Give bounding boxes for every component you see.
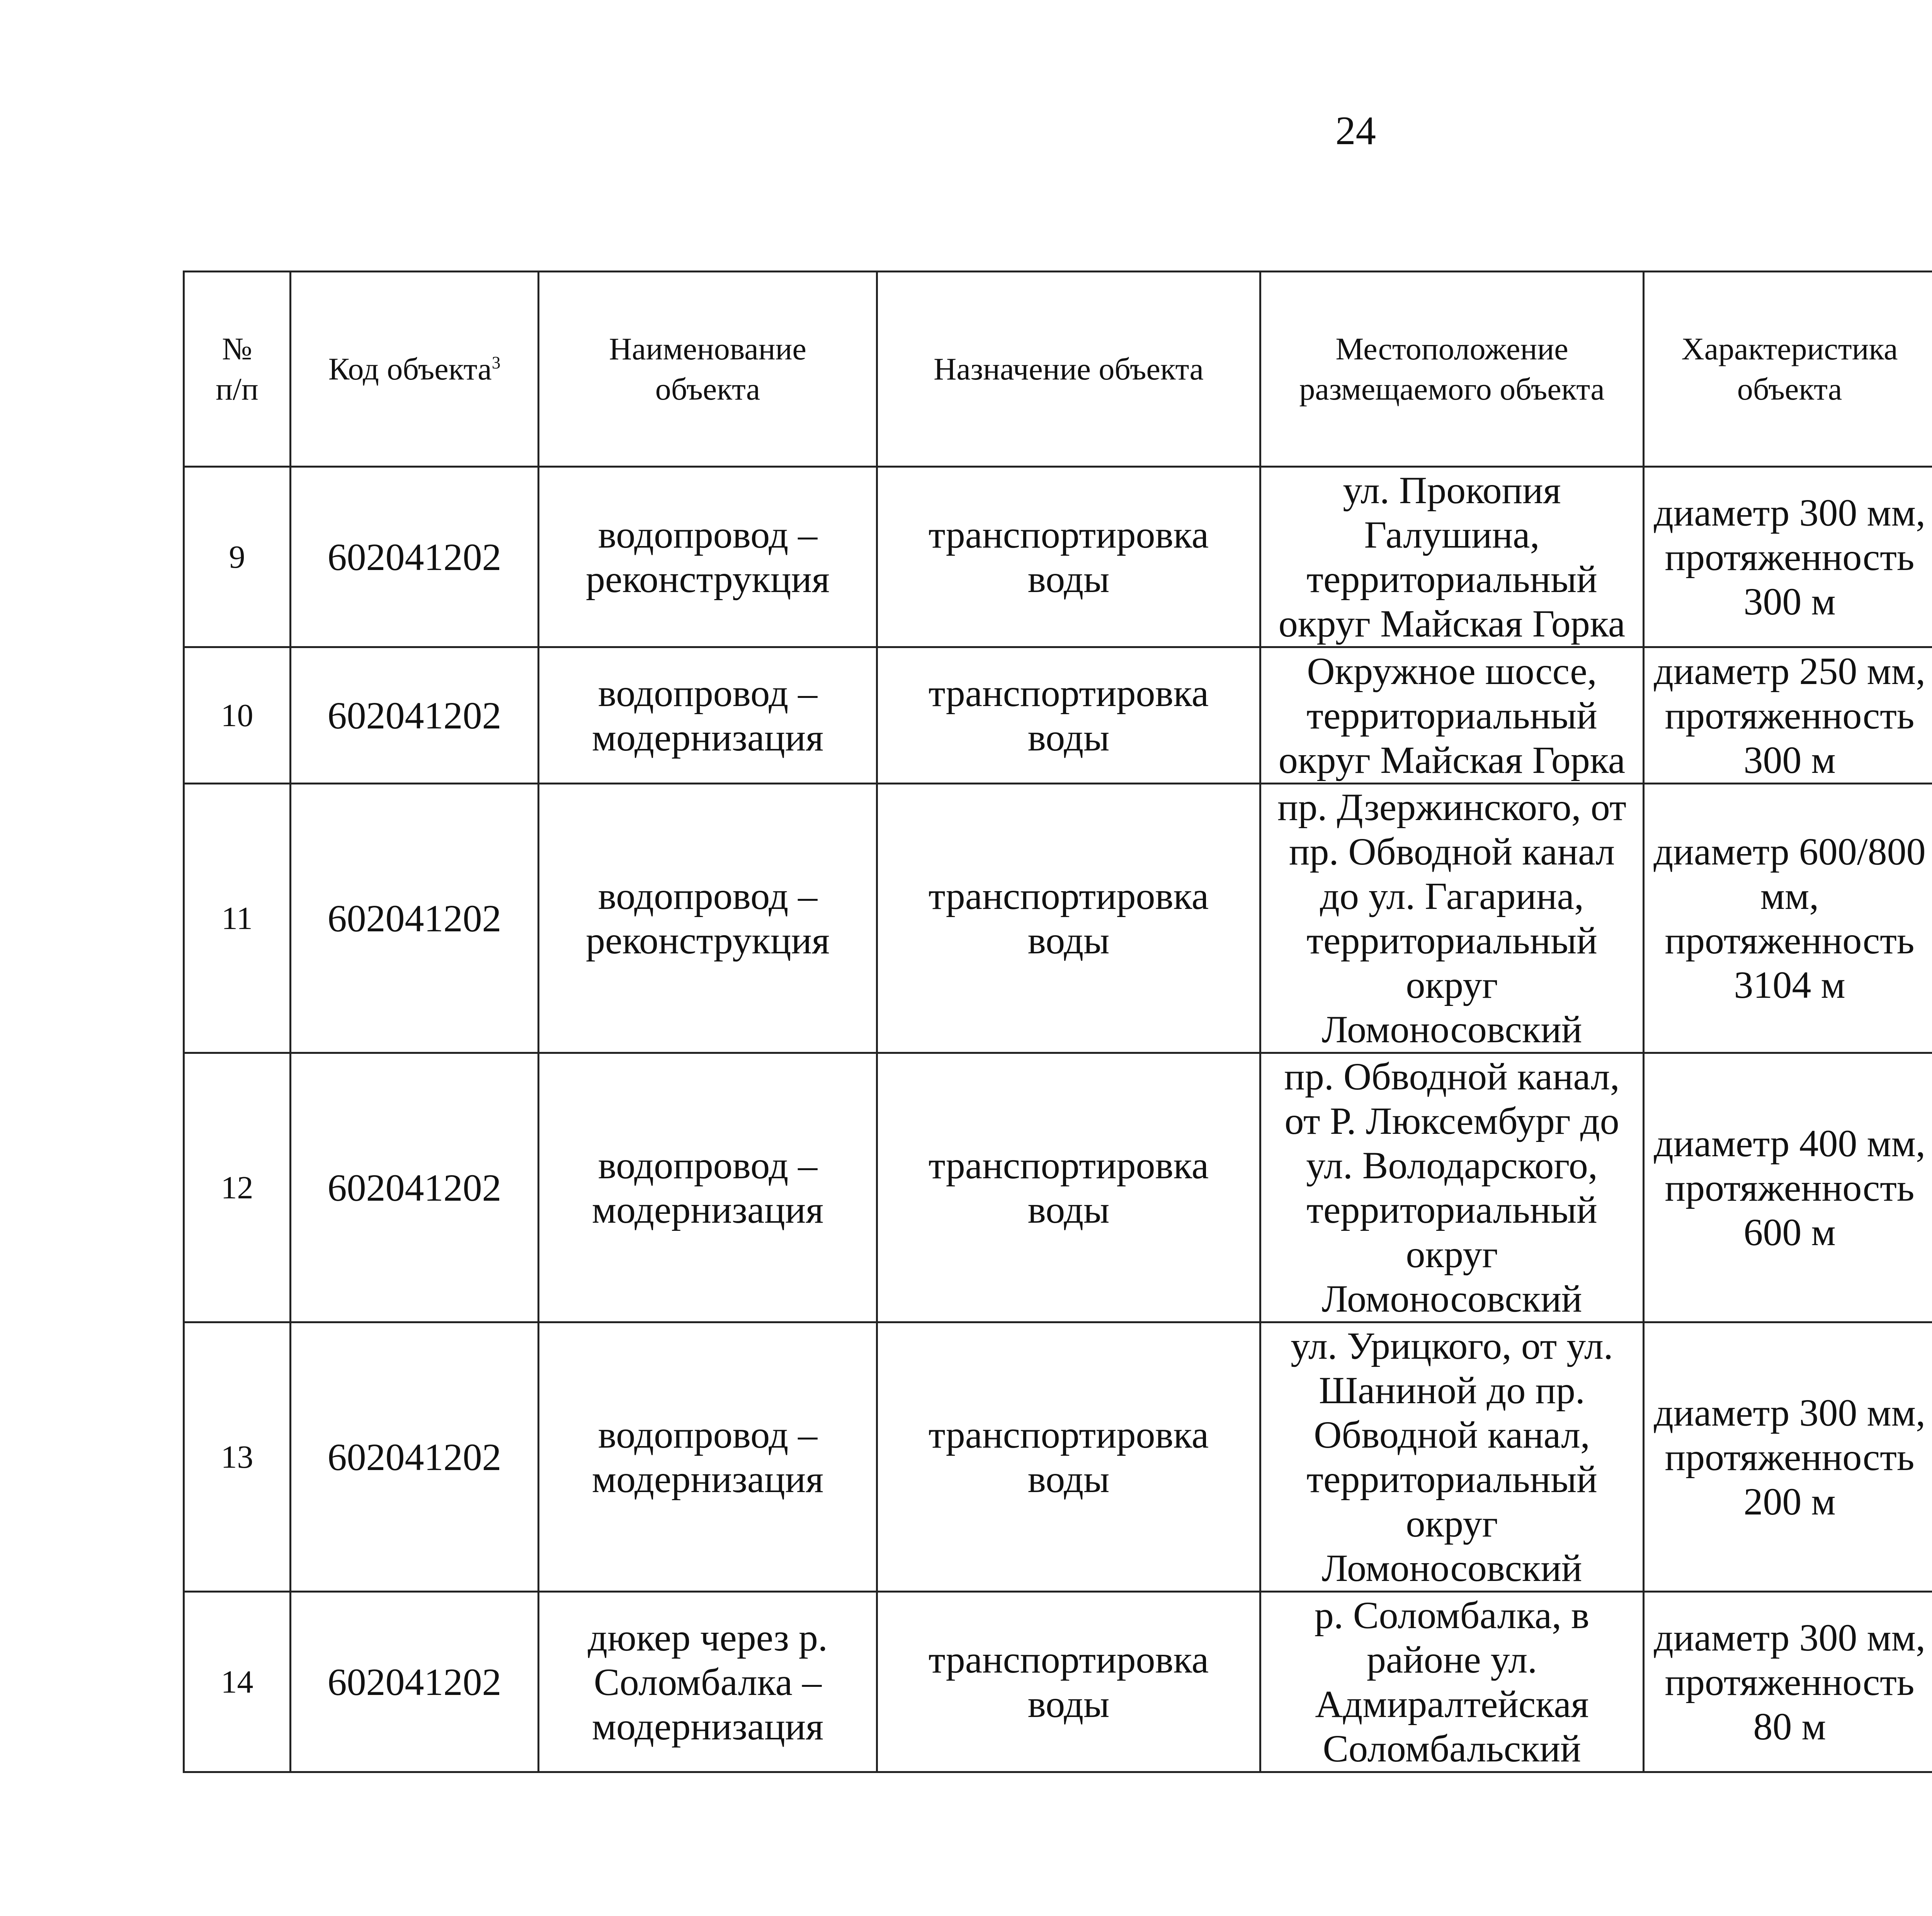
cell-location-line: территориальный xyxy=(1306,694,1597,737)
cell-characteristic-line: диаметр 300 мм, xyxy=(1654,1391,1925,1434)
cell-name-line: реконструкция xyxy=(585,919,830,962)
cell-name-line: водопровод – xyxy=(598,513,818,556)
page-number: 24 xyxy=(1335,108,1376,153)
cell-characteristic-line: протяженность xyxy=(1665,694,1915,737)
cell-characteristic xyxy=(1644,1053,1932,1322)
cell-location-line: округ xyxy=(1406,1233,1498,1276)
cell-characteristic xyxy=(1644,1322,1932,1592)
cell-characteristic-line: 80 м xyxy=(1753,1705,1826,1748)
objects-table xyxy=(183,271,1932,1773)
cell-purpose-line: транспортировка xyxy=(928,513,1209,556)
cell-characteristic xyxy=(1644,467,1932,647)
cell-purpose xyxy=(877,647,1260,784)
cell-location-line: Шаниной до пр. xyxy=(1319,1369,1585,1412)
cell-characteristic-line: протяженность xyxy=(1665,1660,1915,1703)
cell-code: 602041202 xyxy=(291,1322,539,1592)
table-body xyxy=(184,467,1932,1772)
cell-name-line: дюкер через р. xyxy=(588,1616,828,1659)
cell-name-line: модернизация xyxy=(592,716,824,759)
cell-purpose xyxy=(877,1322,1260,1592)
header-code: Код объекта$^3$ xyxy=(291,272,539,467)
cell-location-line: Соломбальский xyxy=(1323,1727,1581,1770)
cell-characteristic-line: протяженность xyxy=(1665,1435,1915,1479)
table-row xyxy=(184,1322,1932,1592)
cell-location xyxy=(1260,1592,1644,1772)
cell-name-line: модернизация xyxy=(592,1188,824,1231)
cell-name-line: Соломбалка – xyxy=(594,1660,822,1703)
cell-location xyxy=(1260,647,1644,784)
cell-characteristic-line: 300 м xyxy=(1743,580,1836,623)
cell-location xyxy=(1260,784,1644,1053)
cell-purpose xyxy=(877,1592,1260,1772)
cell-location-line: округ Майская Горка xyxy=(1278,602,1626,645)
header-name: Наименование объекта xyxy=(539,272,877,467)
cell-name xyxy=(539,647,877,784)
cell-purpose-line: транспортировка xyxy=(928,1144,1209,1187)
cell-purpose-line: воды xyxy=(1027,558,1110,601)
cell-location-line: Окружное шоссе, xyxy=(1307,649,1597,693)
cell-characteristic-line: 600 м xyxy=(1743,1210,1836,1254)
cell-purpose-line: воды xyxy=(1027,1683,1110,1725)
cell-num: 12 xyxy=(184,1053,291,1322)
cell-purpose-line: воды xyxy=(1027,1458,1110,1501)
cell-code: 602041202 xyxy=(291,1053,539,1322)
cell-location-line: ул. Володарского, xyxy=(1306,1144,1598,1187)
cell-purpose-line: воды xyxy=(1027,919,1110,962)
cell-code: 602041202 xyxy=(291,467,539,647)
cell-purpose-line: воды xyxy=(1027,1188,1110,1231)
cell-location-line: территориальный xyxy=(1306,558,1597,601)
cell-name xyxy=(539,467,877,647)
cell-location-line: округ Майская Горка xyxy=(1278,738,1626,781)
cell-characteristic-line: 3104 м xyxy=(1734,963,1845,1006)
cell-name-line: водопровод – xyxy=(598,672,818,715)
cell-location-line: Ломоносовский xyxy=(1321,1277,1582,1320)
cell-location-line: р. Соломбалка, в xyxy=(1314,1594,1590,1637)
cell-code: 602041202 xyxy=(291,1592,539,1772)
cell-location-line: территориальный xyxy=(1306,1188,1597,1231)
cell-location-line: Ломоносовский xyxy=(1321,1008,1582,1051)
cell-location xyxy=(1260,1322,1644,1592)
cell-num: 13 xyxy=(184,1322,291,1592)
cell-purpose xyxy=(877,1053,1260,1322)
table-row xyxy=(184,467,1932,647)
cell-characteristic-line: 200 м xyxy=(1743,1480,1836,1523)
cell-location-line: районе ул. xyxy=(1366,1638,1537,1681)
cell-characteristic-line: диаметр 250 мм, xyxy=(1654,649,1925,693)
cell-location-line: пр. Обводной канал, xyxy=(1284,1055,1620,1098)
cell-purpose-line: транспортировка xyxy=(928,1413,1209,1456)
cell-purpose-line: транспортировка xyxy=(928,1638,1209,1681)
cell-purpose xyxy=(877,467,1260,647)
cell-code: 602041202 xyxy=(291,647,539,784)
cell-location-line: от Р. Люксембург до xyxy=(1284,1099,1619,1142)
cell-characteristic-line: диаметр 400 мм, xyxy=(1654,1121,1925,1165)
header-location: Местоположение размещаемого объекта xyxy=(1260,272,1644,467)
cell-location-line: округ xyxy=(1406,963,1498,1006)
cell-characteristic-line: мм, xyxy=(1760,875,1819,917)
cell-location-line: ул. Прокопия xyxy=(1343,469,1561,512)
table-header-row xyxy=(184,272,1932,467)
cell-characteristic xyxy=(1644,1592,1932,1772)
header-num: № п/п xyxy=(184,272,291,467)
cell-purpose-line: транспортировка xyxy=(928,875,1209,917)
cell-location-line: ул. Урицкого, от ул. xyxy=(1291,1324,1613,1367)
cell-characteristic-line: диаметр 300 мм, xyxy=(1654,1616,1925,1659)
cell-num: 14 xyxy=(184,1592,291,1772)
cell-name-line: модернизация xyxy=(592,1458,824,1501)
cell-name xyxy=(539,1592,877,1772)
cell-characteristic-line: протяженность xyxy=(1665,1166,1915,1209)
cell-location-line: территориальный xyxy=(1306,919,1597,962)
cell-purpose-line: воды xyxy=(1027,716,1110,759)
cell-location-line: Адмиралтейская xyxy=(1315,1683,1589,1725)
cell-characteristic-line: протяженность xyxy=(1665,535,1915,579)
cell-name xyxy=(539,784,877,1053)
cell-name-line: водопровод – xyxy=(598,1144,818,1187)
cell-num: 10 xyxy=(184,647,291,784)
table-row xyxy=(184,1053,1932,1322)
table-row xyxy=(184,1592,1932,1772)
table-row xyxy=(184,647,1932,784)
cell-location-line: пр. Дзержинского, от xyxy=(1277,786,1627,829)
cell-characteristic-line: диаметр 600/800 xyxy=(1653,830,1926,873)
cell-location-line: пр. Обводной канал xyxy=(1289,830,1615,873)
cell-name-line: водопровод – xyxy=(598,875,818,917)
cell-name xyxy=(539,1322,877,1592)
cell-location-line: Обводной канал, xyxy=(1314,1413,1590,1456)
cell-num: 11 xyxy=(184,784,291,1053)
header-purpose: Назначение объекта xyxy=(877,272,1260,467)
cell-purpose-line: транспортировка xyxy=(928,672,1209,715)
cell-name-line: модернизация xyxy=(592,1705,824,1748)
cell-characteristic xyxy=(1644,647,1932,784)
header-characteristic: Характеристика объекта xyxy=(1644,272,1932,467)
cell-location-line: Галушина, xyxy=(1364,513,1540,556)
cell-location-line: округ xyxy=(1406,1502,1498,1545)
cell-location-line: до ул. Гагарина, xyxy=(1320,875,1584,917)
table-row xyxy=(184,784,1932,1053)
cell-purpose xyxy=(877,784,1260,1053)
cell-location xyxy=(1260,467,1644,647)
cell-characteristic-line: диаметр 300 мм, xyxy=(1654,491,1925,534)
cell-name-line: водопровод – xyxy=(598,1413,818,1456)
cell-location-line: Ломоносовский xyxy=(1321,1547,1582,1589)
cell-code: 602041202 xyxy=(291,784,539,1053)
cell-name-line: реконструкция xyxy=(585,558,830,601)
cell-characteristic xyxy=(1644,784,1932,1053)
cell-characteristic-line: протяженность xyxy=(1665,919,1915,962)
cell-location xyxy=(1260,1053,1644,1322)
footnote-mark: 3 xyxy=(492,353,501,373)
cell-characteristic-line: 300 м xyxy=(1743,738,1836,781)
cell-name xyxy=(539,1053,877,1322)
cell-location-line: территориальный xyxy=(1306,1458,1597,1501)
cell-num: 9 xyxy=(184,467,291,647)
